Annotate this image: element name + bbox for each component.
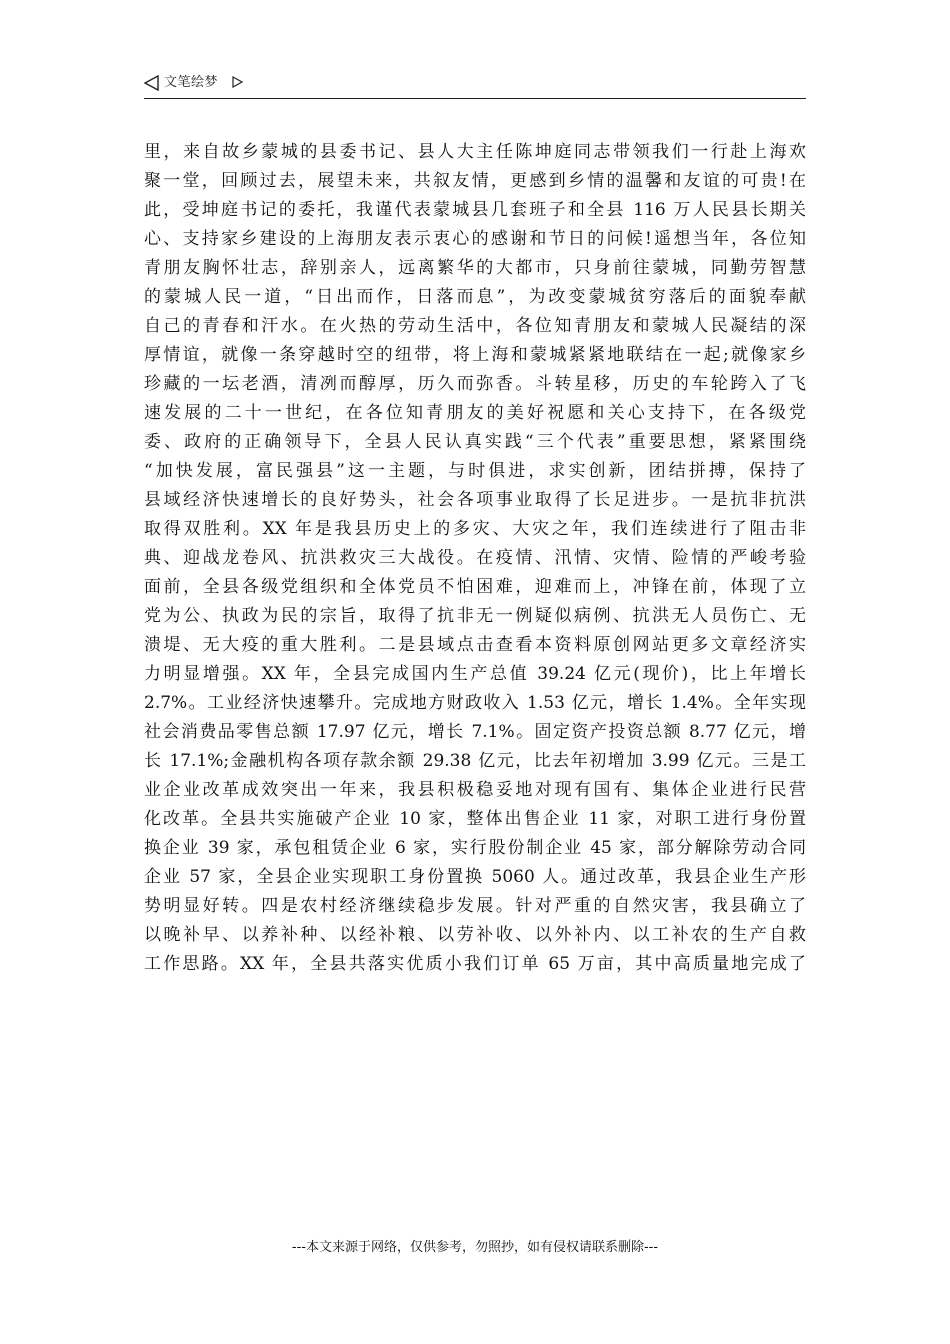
body-text — [144, 138, 806, 979]
text-line: 势明显好转。四是农村经济继续稳步发展。针对严重的自然灾害，我县确立了 — [144, 896, 806, 916]
text-line: 县域经济快速增长的良好势头，社会各项事业取得了长足进步。一是抗非抗洪 — [144, 490, 806, 510]
text-line: 面前，全县各级党组织和全体党员不怕困难，迎难而上，冲锋在前，体现了立 — [144, 577, 806, 597]
text-line: 聚一堂，回顾过去，展望未来，共叙友情，更感到乡情的温馨和友谊的可贵!在 — [144, 171, 806, 191]
text-line: 换企业 39 家，承包租赁企业 6 家，实行股份制企业 45 家，部分解除劳动合同 — [144, 838, 806, 858]
text-line: 此，受坤庭书记的委托，我谨代表蒙城县几套班子和全县 116 万人民县长期关 — [144, 200, 806, 220]
page-header — [144, 72, 806, 99]
text-line: 2.7%。工业经济快速攀升。完成地方财政收入 1.53 亿元，增长 1.4%。全年实现 — [144, 693, 806, 713]
header-title: 文笔绘梦 — [164, 75, 219, 90]
text-line: 长 17.1%;金融机构各项存款余额 29.38 亿元，比去年初增加 3.99 亿元。三是工 — [144, 751, 806, 771]
triangle-left-icon — [144, 75, 160, 91]
text-line: 速发展的二十一世纪，在各位知青朋友的美好祝愿和关心支持下，在各级党 — [144, 403, 806, 423]
text-line: 自己的青春和汗水。在火热的劳动生活中，各位知青朋友和蒙城人民凝结的深 — [144, 316, 806, 336]
triangle-right-icon — [231, 76, 243, 88]
text-line: 社会消费品零售总额 17.97 亿元，增长 7.1%。固定资产投资总额 8.77 亿元，增 — [144, 722, 806, 742]
text-line: 典、迎战龙卷风、抗洪救灾三大战役。在疫情、汛情、灾情、险情的严峻考验 — [144, 548, 806, 568]
text-line: 的蒙城人民一道，“日出而作，日落而息”，为改变蒙城贫穷落后的面貌奉献 — [144, 287, 806, 307]
text-line: 取得双胜利。XX 年是我县历史上的多灾、大灾之年，我们连续进行了阻击非 — [144, 519, 806, 539]
text-line: 心、支持家乡建设的上海朋友表示衷心的感谢和节日的问候!遥想当年，各位知 — [144, 229, 806, 249]
text-line: 业企业改革成效突出一年来，我县积极稳妥地对现有国有、集体企业进行民营 — [144, 780, 806, 800]
text-line: 力明显增强。XX 年，全县完成国内生产总值 39.24 亿元(现价)，比上年增长 — [144, 664, 806, 684]
text-line: 珍藏的一坛老酒，清冽而醇厚，历久而弥香。斗转星移，历史的车轮跨入了飞 — [144, 374, 806, 394]
page-footer: ---本文来源于网络，仅供参考，勿照抄，如有侵权请联系删除--- — [291, 1240, 659, 1255]
text-line: “加快发展，富民强县”这一主题，与时俱进，求实创新，团结拼搏，保持了 — [144, 461, 806, 481]
text-line: 工作思路。XX 年，全县共落实优质小我们订单 65 万亩，其中高质量地完成了 — [144, 954, 806, 974]
text-line: 里，来自故乡蒙城的县委书记、县人大主任陈坤庭同志带领我们一行赴上海欢 — [144, 142, 806, 162]
text-line: 企业 57 家，全县企业实现职工身份置换 5060 人。通过改革，我县企业生产形 — [144, 867, 806, 887]
text-line: 厚情谊，就像一条穿越时空的纽带，将上海和蒙城紧紧地联结在一起;就像家乡 — [144, 345, 806, 365]
text-line: 溃堤、无大疫的重大胜利。二是县域点击查看本资料原创网站更多文章经济实 — [144, 635, 806, 655]
text-line: 党为公、执政为民的宗旨，取得了抗非无一例疑似病例、抗洪无人员伤亡、无 — [144, 606, 806, 626]
text-line: 委、政府的正确领导下，全县人民认真实践“三个代表”重要思想，紧紧围绕 — [144, 432, 806, 452]
text-line: 以晚补早、以养补种、以经补粮、以劳补收、以外补内、以工补农的生产自救 — [144, 925, 806, 945]
text-line: 化改革。全县共实施破产企业 10 家，整体出售企业 11 家，对职工进行身份置 — [144, 809, 806, 829]
text-line: 青朋友胸怀壮志，辞别亲人，远离繁华的大都市，只身前往蒙城，同勤劳智慧 — [144, 258, 806, 278]
